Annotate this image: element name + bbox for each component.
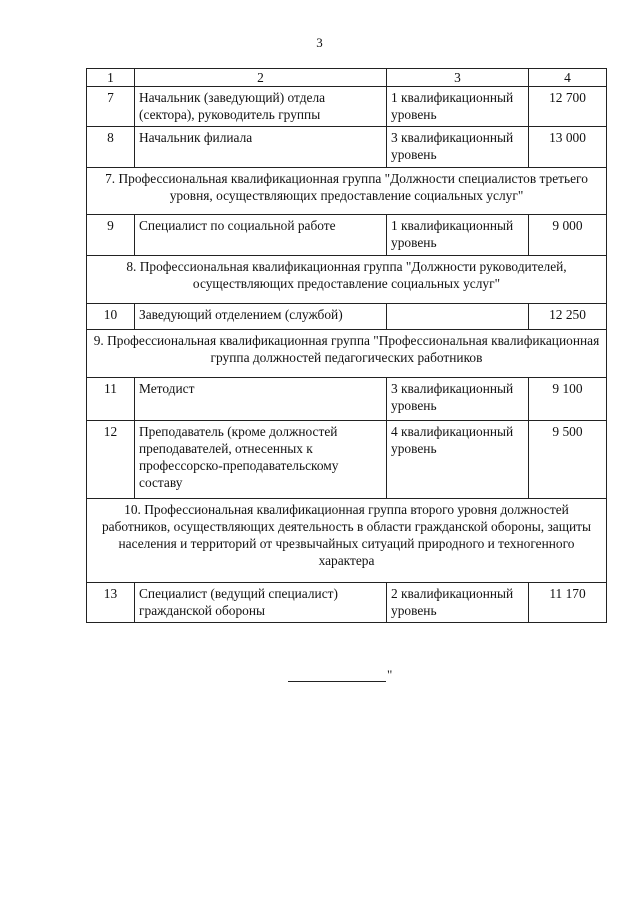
qualification-table xyxy=(86,68,607,623)
salary-value: 9 100 xyxy=(529,378,607,421)
qualification-level: 1 квалификационный уровень xyxy=(387,87,529,127)
qualification-level xyxy=(387,304,529,330)
signature-line xyxy=(288,681,386,682)
position-name: Заведующий отделением (службой) xyxy=(135,304,387,330)
group-title: 10. Профессиональная квалификационная группа второго уровня должностей работников, осуществляющих деятельность в области гражданской обороны, защиты населения и территорий от чрезвычайных ситуаций природного и техногенного характера xyxy=(87,499,607,583)
position-name: Начальник (заведующий) отдела (сектора), руководитель группы xyxy=(135,87,387,127)
group-title: 9. Профессиональная квалификационная группа "Профессиональная квалификационная группа должностей педагогических работников xyxy=(87,330,607,378)
salary-value: 12 250 xyxy=(529,304,607,330)
row-number: 7 xyxy=(87,87,135,127)
table-row xyxy=(87,421,607,499)
row-number: 11 xyxy=(87,378,135,421)
position-name: Преподаватель (кроме должностей преподавателей, отнесенных к профессорско-преподавательскому составу xyxy=(135,421,387,499)
salary-value: 13 000 xyxy=(529,127,607,168)
position-name: Специалист (ведущий специалист) гражданской обороны xyxy=(135,583,387,623)
group-header-row xyxy=(87,256,607,304)
position-name: Начальник филиала xyxy=(135,127,387,168)
qualification-level: 1 квалификационный уровень xyxy=(387,215,529,256)
header-col-2: 2 xyxy=(135,69,387,87)
group-title: 8. Профессиональная квалификационная группа "Должности руководителей, осуществляющих предоставление социальных услуг" xyxy=(87,256,607,304)
group-header-row xyxy=(87,499,607,583)
table-row xyxy=(87,215,607,256)
page-number: 3 xyxy=(316,35,323,50)
position-name: Методист xyxy=(135,378,387,421)
qualification-level: 3 квалификационный уровень xyxy=(387,378,529,421)
table-row xyxy=(87,87,607,127)
group-header-row xyxy=(87,330,607,378)
salary-value: 12 700 xyxy=(529,87,607,127)
salary-value: 9 000 xyxy=(529,215,607,256)
closing-quote: " xyxy=(387,667,393,682)
group-header-row xyxy=(87,168,607,215)
row-number: 12 xyxy=(87,421,135,499)
qualification-level: 3 квалификационный уровень xyxy=(387,127,529,168)
table-row xyxy=(87,304,607,330)
header-col-3: 3 xyxy=(387,69,529,87)
row-number: 9 xyxy=(87,215,135,256)
row-number: 10 xyxy=(87,304,135,330)
header-col-4: 4 xyxy=(529,69,607,87)
salary-value: 11 170 xyxy=(529,583,607,623)
table-row xyxy=(87,378,607,421)
table-header-row xyxy=(87,69,607,87)
qualification-level: 2 квалификационный уровень xyxy=(387,583,529,623)
row-number: 8 xyxy=(87,127,135,168)
qualification-level: 4 квалификационный уровень xyxy=(387,421,529,499)
group-title: 7. Профессиональная квалификационная группа "Должности специалистов третьего уровня, осуществляющих предоставление социальных услуг" xyxy=(87,168,607,215)
position-name: Специалист по социальной работе xyxy=(135,215,387,256)
row-number: 13 xyxy=(87,583,135,623)
table-row xyxy=(87,583,607,623)
salary-value: 9 500 xyxy=(529,421,607,499)
header-col-1: 1 xyxy=(87,69,135,87)
table-row xyxy=(87,127,607,168)
